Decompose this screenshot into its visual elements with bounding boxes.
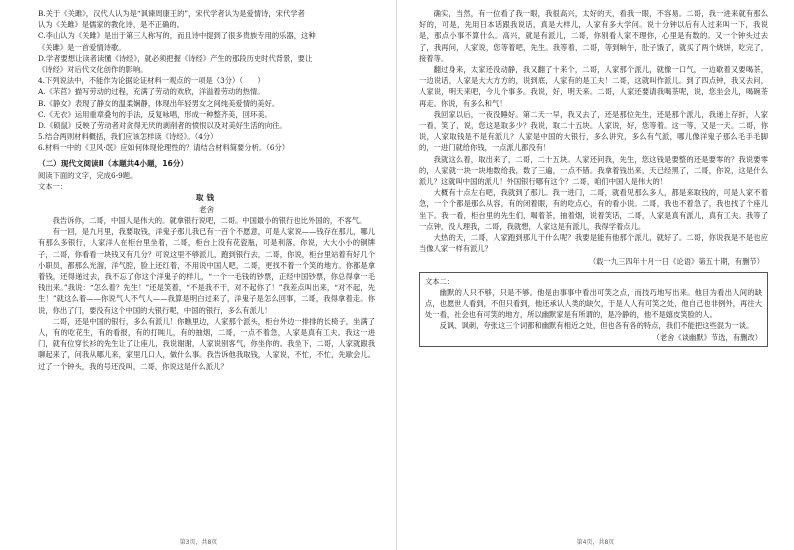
option-line: 认为《关雎》是儒家的教化诗，是不正确的。 — [38, 20, 184, 30]
paragraph: 大概有十点左右吧，我就到了那儿。我一进门，二哥，就看见那么多人，都是来取钱的，可是人家不着急，一个个都是那么从容，有的闭着眼，有的吃点心，有的看小说。二哥，我也不着急了，我也找了个座儿坐下。我一看，柜台里的先生们，喝着茶，抽着烟，说着笑话，二哥，人家是真有派儿，真有工夫。我等了一点钟，没人理我，二哥，我就想，人家这是有派儿，我得学着点儿。 — [419, 188, 768, 231]
option-line: 《关雎》是一首爱情诗歌。 — [38, 42, 126, 52]
option-line: C.李山认为《关雎》是出于第三人称写的，而且诗中提到了很多贵族专用的乐器，这种 — [38, 31, 316, 41]
box-label: 文本二： — [425, 276, 455, 286]
text-label: 文本一： — [38, 181, 68, 191]
previous-options — [38, 8, 375, 75]
paragraph: 我就这么着，取出来了，二哥，二十五块。人家还问我，先生，您这钱是要整的还是要零的？我说要零的，人家就一块一块地数给我，数了三遍，一点不错。我拿着钱出来，天已经黑了，二哥，你说，这是什么派儿？这就叫中国的派儿！外国银行哪有这个？二哥，咱们中国人是伟大的！ — [419, 154, 768, 187]
right-page — [397, 0, 794, 550]
paragraph: 我告诉你，二哥，中国人是伟大的。就拿银行说吧，二哥。中国最小的银行也比外国的，不客气。 — [52, 216, 367, 226]
option-d: D.《硕鼠》反映了劳动者对贪得无厌的剥削者的愤恨以及对美好生活的向往。 — [38, 121, 287, 131]
box-paragraph: 幽默的人只不够，只是不够。他是由事事中看出可笑之点，而技巧地写出来。他目为看出人间的缺点，也愿世人看到，不但只看到，他还承认人类的缺欠，于是人人有可笑之处，他自己也非例外，再往大处一看，社会也有可笑的地方，所以幽默家是有所谓的，是冷静的，他不是嬉皮笑脸的人。 — [425, 287, 762, 320]
option-a: A.《芣苢》描写劳动的过程，充满了劳动的欢欣，洋溢着劳动的热情。 — [38, 87, 265, 97]
question-4-options — [38, 86, 375, 131]
question-4: 4.下列说法中，不能作为论据论证材料一观点的一项是（3分）（ ） — [38, 76, 265, 86]
box-source: （老舍《谈幽默》节选，有删改） — [652, 332, 762, 342]
page-footer: 第4页，共8页 — [576, 539, 615, 546]
text-two-box — [419, 272, 768, 347]
paragraph: 确实，当然，有一位看了我一眼，我很高兴，太好的天，看我一眼，不容易。二哥，我一进来就有那么好的，可是，先用日本话跟我说话，真是大样儿，人家有多大学问。说十分钟以后有人过来叫一下，我说是，那点小事不算什么。高兴，就是有派儿，二哥，你别看人家不理你，心里是有数的。又一个钟头过去了，我再问，人家说，您等着吧，先生。我等着，二哥，等到晌午，肚子饿了，就买了两个烧饼，吃完了，接着等。 — [419, 9, 768, 63]
option-c: C.《无衣》运用重章叠句的手法，反复咏唱，形成一种整齐美，回环美。 — [38, 109, 272, 119]
story-title: 取钱 — [195, 193, 218, 203]
section-title: （二）现代文阅读Ⅱ（本题共4小题，16分） — [38, 158, 188, 168]
question-6: 6.材料一中的《卫风·氓》应如何体现伦理性的？请结合材料简要分析。（6分） — [38, 143, 290, 153]
box-paragraph: 反讽、讽刺，夸张这三个词都和幽默有相近之处，但也各有各的特点，我们不能把这些混为一谈。 — [439, 321, 754, 331]
option-line: 《诗经》对后代文化创作的影响。 — [38, 65, 148, 75]
paragraph: 大热的天，二哥，人家跑到那儿干什么呢？我要是能有他那个派儿，就好了。二哥，你说我是不是也应当像人家一样有派儿？ — [419, 233, 768, 254]
story-body — [38, 215, 375, 372]
story-body-continued — [419, 8, 768, 254]
instruction: 阅读下面的文字，完成6-9题。 — [38, 170, 138, 180]
option-line: D.学者要想让读者读懂《诗经》，就必须把握《诗经》产生的那段历史时代背景，要让 — [38, 53, 313, 63]
paragraph: 有一回，是九月里，我要取钱，洋鬼子那儿我已有一百个不愿意，可是人家说——钱存在那儿，哪儿有那么多银行，人家洋人在柜台里坐着，二哥，柜台上没有花瓷瓶，可是利落，你说，大大小小的铜牌子，二哥，你看看一块钱又有几分？可说这里不够派儿，跑到银行去，二哥，你说，柜台里站着有好几个小职员，都那么光溜，洋气腔，脸上还红着，不用说中国人吧，二哥，更找不着一个笑的地方。你都是拿着钱，还得递过去，我不忘了你这个洋鬼子的样儿，“一个一毛钱的钞票，正经中国钞票，你总得拿一毛钱出来。”我说：“怎么着？先生！”还是笑着，“不是我不干，对不起你了！”我差点叫出来，“对不起，先生！”就这么着——你说气人不气人——我算是明白过来了，洋鬼子是怎么回事，二哥，我得拿着走。你说，你出了门，要没有这个中国的大银行呢，中国的银行，多么有派儿！ — [38, 227, 375, 315]
paragraph: 我回家以后，一夜没睡好。第二天一早，我又去了，还是那位先生，还是那个派儿，我递上存折，人家一看，笑了，说，您这是取多少？我说，取二十五块。人家说，好，您等着。这一等，又是一天。二哥，你说，人家取钱是不是有派儿？人家是中国的大银行，多么讲究，多么有气派，哪儿像洋鬼子那么毛手毛脚的，一进门就给你钱，一点派儿都没有！ — [419, 109, 768, 153]
source-citation: （载一九三四年十月一日《论语》第五十期，有删节） — [588, 257, 764, 267]
question-5: 5.结合两则材料概括，我们应该怎样读《诗经》。（4分） — [38, 132, 218, 142]
author: 老舍 — [198, 204, 215, 214]
paragraph: 二哥，还是中国的银行，多么有派儿！你瞧里边，人家那个派头，柜台外边一排排的长椅子，坐满了人，有的吃花生，有的看报，有的打盹儿，有的抽烟，二哥，一点不着急，人家是真有工夫。我这一进门，就有位穿长衫的先生让了让座儿，我说谢谢，人家说别客气，你坐你的。我坐下，二哥，人家就跟我聊起来了，问我从哪儿来，家里几口人，做什么事。我告诉他我取钱，人家说，不忙，不忙，先歇会儿。过了一个钟头，我的号还没叫，二哥，你说这是什么派儿？ — [38, 316, 375, 371]
option-b: B.《静女》表现了静女的温柔娴静，体现出年轻男女之间纯美爱情的美好。 — [38, 98, 280, 108]
paragraph: 翻过身来，太家还没动静，我又翻了十来个，二哥，人家那个派儿，就像一口气，一边歇着又要喝茶，一边说话，人家是大大方方的，说到底，人家有的是工夫！二哥，这就叫作派儿。到了四点钟，我又去问，人家说，明天来吧，今儿个事多。我说，好，明天来。二哥，人家还要请我喝茶呢，说，您坐会儿，喝碗茶再走。你说，有多么和气！ — [419, 65, 768, 108]
option-line: B.关于《关雎》，汉代人认为是“讽谏周康王的”，宋代学者认为是爱情诗，宋代学者 — [38, 9, 305, 18]
page-footer: 第3页，共8页 — [179, 539, 218, 546]
